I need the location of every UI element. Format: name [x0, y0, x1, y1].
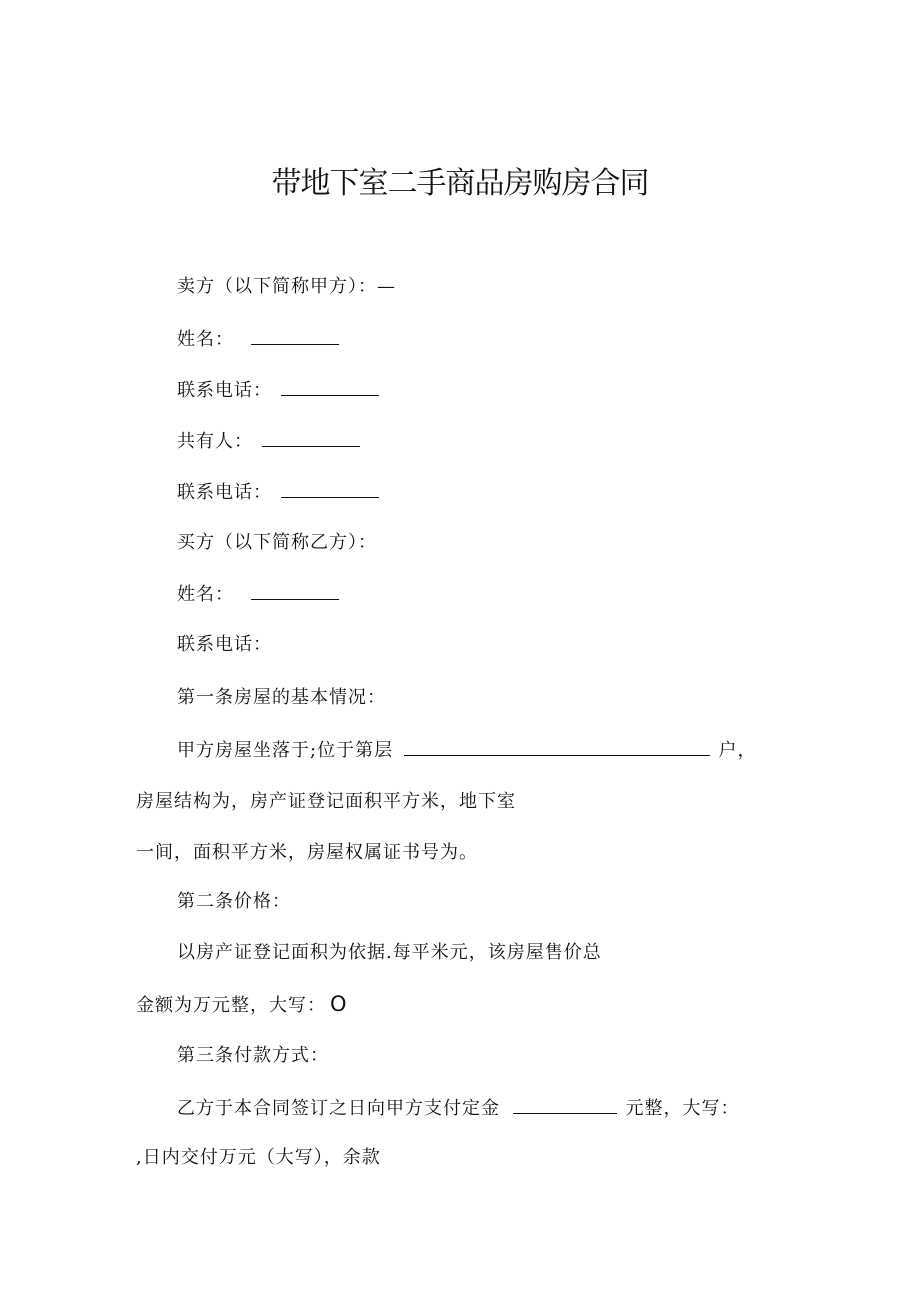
co-owner-phone-label: 联系电话： — [177, 482, 272, 503]
article3-line1 — [177, 1095, 739, 1122]
article2-line2 — [136, 991, 348, 1019]
co-owner-phone-blank[interactable] — [281, 479, 379, 498]
buyer-name-blank[interactable] — [251, 581, 339, 600]
document-title: 带地下室二手商品房购房合同 — [271, 166, 649, 201]
co-owner-label: 共有人： — [177, 431, 253, 452]
article1-line3: 一间，面积平方米，房屋权属证书号为。 — [136, 842, 478, 863]
buyer-heading: 买方（以下简称乙方）： — [177, 532, 377, 553]
article3-line2: ,日内交付万元（大写），余款 — [136, 1147, 381, 1168]
article3-line1-text: 乙方于本合同签订之日向甲方支付定金 — [177, 1098, 500, 1119]
seller-name-blank[interactable] — [251, 326, 339, 345]
co-owner-blank[interactable] — [262, 428, 360, 447]
co-owner-row — [177, 428, 362, 455]
article1-line1-text: 甲方房屋坐落于;位于第层 — [177, 740, 394, 761]
article2-line1: 以房产证登记面积为依据.每平米元，该房屋售价总 — [177, 942, 602, 963]
seller-name-label: 姓名： — [177, 329, 234, 350]
floor-unit-blank[interactable] — [404, 737, 710, 756]
article1-line2: 房屋结构为，房产证登记面积平方米，地下室 — [136, 791, 516, 812]
article3-heading: 第三条付款方式： — [177, 1045, 329, 1066]
article2-line2-text: 金额为万元整，大写： — [136, 995, 326, 1016]
article1-heading: 第一条房屋的基本情况： — [177, 687, 386, 708]
co-owner-phone-row — [177, 479, 381, 506]
seller-phone-row — [177, 377, 381, 404]
article3-line1-suffix: 元整，大写： — [625, 1098, 740, 1119]
article1-line1-suffix: 户， — [718, 740, 757, 761]
seller-phone-label: 联系电话： — [177, 380, 272, 401]
buyer-name-label: 姓名： — [177, 584, 234, 605]
amount-in-words-zero: O — [330, 992, 348, 1016]
article1-line1 — [177, 737, 757, 764]
buyer-phone-label: 联系电话： — [177, 634, 272, 655]
buyer-name-row — [177, 581, 341, 608]
deposit-blank[interactable] — [513, 1095, 617, 1114]
article2-heading: 第二条价格： — [177, 891, 291, 912]
seller-name-row — [177, 326, 341, 353]
seller-phone-blank[interactable] — [281, 377, 379, 396]
seller-heading: 卖方（以下简称甲方）：— — [177, 276, 396, 297]
